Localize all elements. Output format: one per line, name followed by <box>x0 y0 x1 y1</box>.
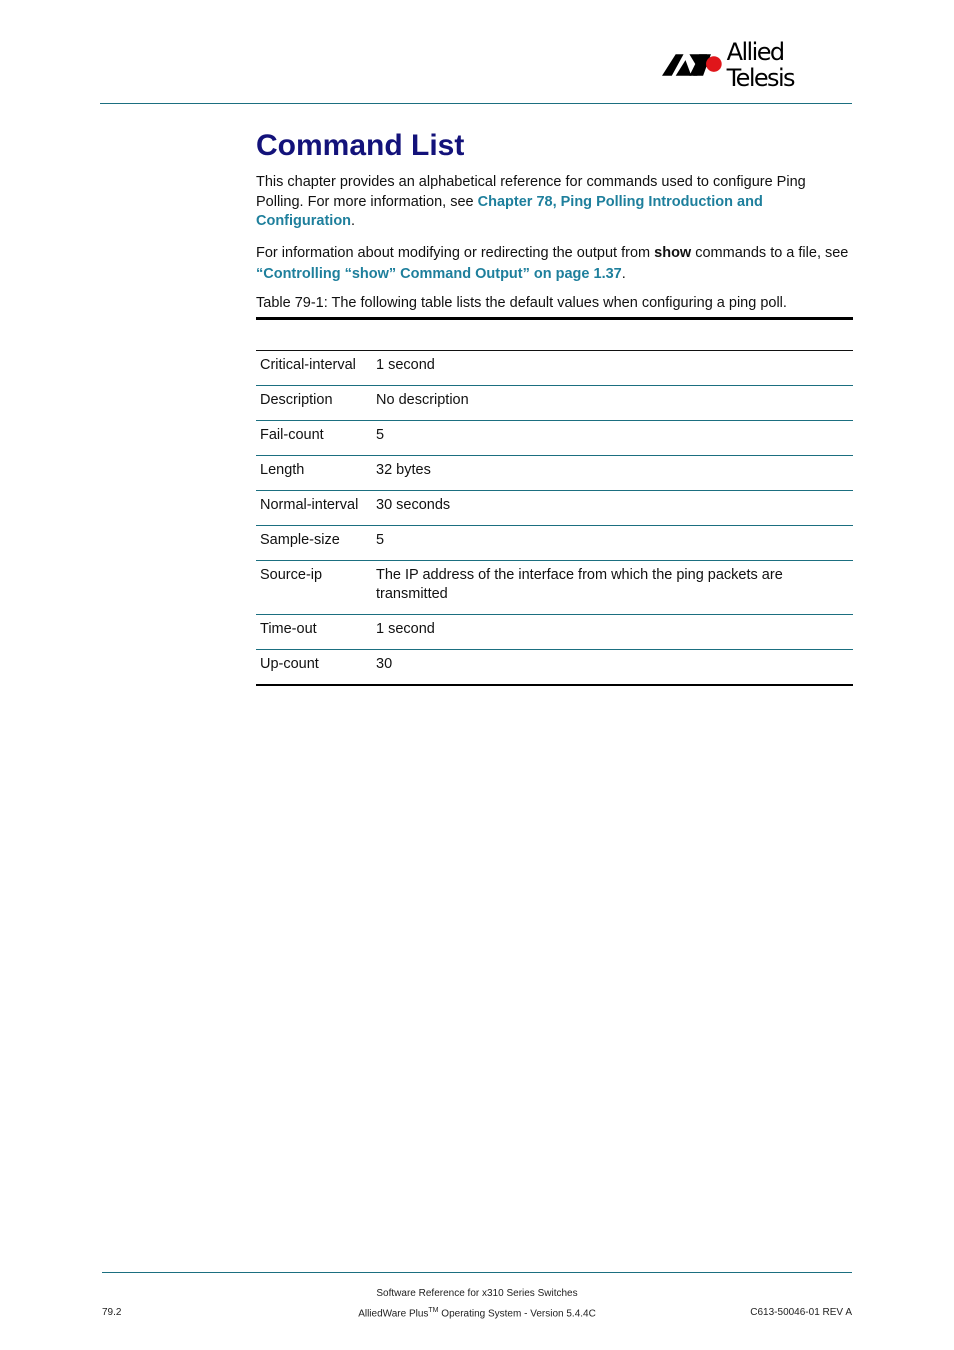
table-row <box>256 456 853 491</box>
table-cell-value: 30 seconds <box>376 497 451 513</box>
table-cell-key: Normal-interval <box>260 497 359 513</box>
table-top-rule <box>256 317 853 320</box>
table-row <box>256 650 853 684</box>
table-row <box>256 351 853 386</box>
allied-telesis-logo-icon <box>662 54 723 76</box>
table-cell-value: 5 <box>376 427 385 443</box>
table-cell-value: 30 <box>376 656 393 672</box>
intro-period: . <box>351 213 356 229</box>
table-caption: Table 79-1: The following table lists the default values when configuring a ping poll. <box>256 295 787 311</box>
table-cell-key: Critical-interval <box>260 357 356 373</box>
chapter-78-link[interactable]: Chapter 78, Ping Polling Introduction and Configuration <box>256 193 763 229</box>
table-cell-key: Sample-size <box>260 532 340 548</box>
table-row <box>256 386 853 421</box>
table-row <box>256 491 853 526</box>
output-text-b: commands to a file, see <box>691 245 849 261</box>
footer-divider <box>102 1272 852 1273</box>
trademark: TM <box>428 1307 439 1314</box>
table-row <box>256 421 853 456</box>
header-divider <box>100 103 852 104</box>
intro-paragraph-1 <box>256 173 856 232</box>
document-id: C613-50046-01 REV A <box>750 1307 852 1318</box>
table-cell-key: Time-out <box>260 621 317 637</box>
table-cell-key: Source-ip <box>260 567 323 583</box>
intro-text: This chapter provides an alphabetical reference for commands used to configure Ping Polling. For more information, see <box>256 174 806 210</box>
table-cell-key: Length <box>260 462 305 478</box>
page-number: 79.2 <box>102 1307 122 1318</box>
table-cell-value: The IP address of the interface from which the ping packets are transmitted <box>376 567 783 602</box>
table-cell-key: Up-count <box>260 656 319 672</box>
table-cell-value: 5 <box>376 532 385 548</box>
table-row <box>256 526 853 561</box>
show-keyword: show <box>654 245 692 261</box>
table-cell-value: 1 second <box>376 357 435 373</box>
table-row <box>256 561 853 615</box>
brand-name: Allied Telesis <box>726 38 794 92</box>
footer-version: Operating System - Version 5.4.4C <box>438 1308 596 1320</box>
intro-paragraph-2 <box>256 243 856 285</box>
controlling-show-output-link[interactable]: “Controlling “show” Command Output” on page 1.37 <box>256 266 622 282</box>
output-text-a: For information about modifying or redirecting the output from <box>256 245 655 261</box>
table-row <box>256 615 853 650</box>
footer-title: Software Reference for x310 Series Switches <box>376 1288 578 1299</box>
table-cell-key: Description <box>260 392 333 408</box>
defaults-table <box>256 350 853 686</box>
footer-product: AlliedWare Plus <box>358 1308 429 1320</box>
table-cell-value: No description <box>376 392 469 408</box>
table-cell-key: Fail-count <box>260 427 324 443</box>
table-cell-value: 32 bytes <box>376 462 431 478</box>
output-period: . <box>621 266 626 282</box>
brand-logo <box>662 38 854 92</box>
table-cell-value: 1 second <box>376 621 435 637</box>
page-title: Command List <box>256 129 465 162</box>
